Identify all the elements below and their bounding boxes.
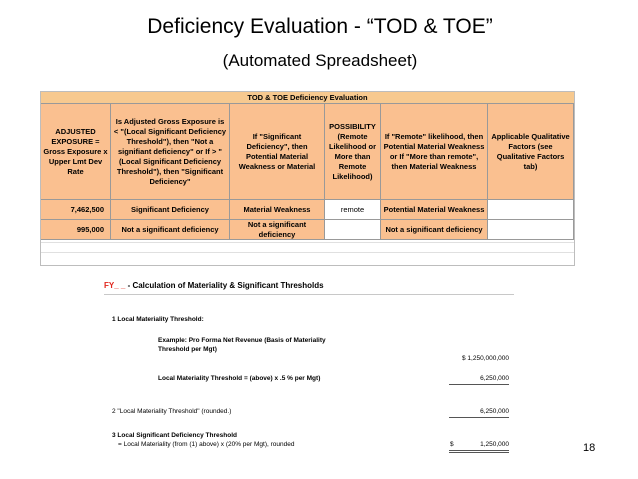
header-adjusted-exposure: ADJUSTED EXPOSURE = Gross Exposure x Upper Lmt Dev Rate: [41, 104, 111, 200]
slide-subtitle: (Automated Spreadsheet): [222, 51, 418, 70]
header-material-weakness: If "Significant Deficiency", then Potential Material Weakness or Material: [230, 104, 325, 200]
item2-amount: 6,250,000: [480, 408, 509, 415]
header-possibility: POSSIBILITY (Remote Likelihood or More than Remote Likelihood): [325, 104, 381, 200]
table-cell-exposure: 995,000: [41, 220, 111, 240]
item3-amount: 1,250,000: [480, 441, 509, 448]
example-amount: $ 1,250,000,000: [462, 355, 509, 362]
calc-label: Local Materiality Threshold = (above) x .5 % per Mgt): [158, 375, 321, 382]
item3-label: 3 Local Significant Deficiency Threshold: [112, 432, 237, 439]
table-cell-possibility: [325, 220, 381, 240]
item3-double-underline: [449, 452, 509, 453]
item2-label: 2 "Local Materiality Threshold" (rounded.): [112, 408, 232, 415]
table-cell-likelihood-result: Not a significant deficiency: [381, 220, 488, 240]
example-line2: Threshold per Mgt): [158, 346, 217, 353]
item1-label: 1 Local Materiality Threshold:: [112, 316, 204, 323]
table-cell-qualitative: [488, 200, 574, 220]
gridline: [41, 252, 574, 253]
table-cell-weakness: Not a significant deficiency: [230, 220, 325, 240]
table-cell-significance: Not a significant deficiency: [111, 220, 230, 240]
materiality-heading: [104, 280, 514, 295]
slide-title: Deficiency Evaluation - “TOD & TOE”: [147, 15, 493, 38]
header-significance-test: Is Adjusted Gross Exposure is < "(Local Significant Deficiency Threshold"), then "Not a signifiant deficiency" or If > "(Local Significant Deficiency Threshold"), then "Significant Deficiency": [111, 104, 230, 200]
table-cell-qualitative: [488, 220, 574, 240]
example-line1: Example: Pro Forma Net Revenue (Basis of Materiality: [158, 337, 326, 344]
table-cell-likelihood-result: Potential Material Weakness: [381, 200, 488, 220]
deficiency-spreadsheet: [40, 91, 575, 266]
materiality-calculation: [104, 280, 514, 455]
fiscal-year-label: FY_ _: [104, 281, 126, 290]
table-cell-significance: Significant Deficiency: [111, 200, 230, 220]
header-qualitative-factors: Applicable Qualitative Factors (see Qualitative Factors tab): [488, 104, 574, 200]
calc-underline: [449, 384, 509, 385]
item3-currency: $: [450, 441, 454, 448]
calc-amount: 6,250,000: [480, 375, 509, 382]
gridline: [41, 242, 574, 243]
table-cell-exposure: 7,462,500: [41, 200, 111, 220]
table-cell-weakness: Material Weakness: [230, 200, 325, 220]
item2-underline: [449, 417, 509, 418]
table-cell-possibility: remote: [325, 200, 381, 220]
sheet-title: TOD & TOE Deficiency Evaluation: [41, 92, 574, 104]
item3-sub: = Local Materiality (from (1) above) x (20% per Mgt), rounded: [118, 441, 295, 448]
item3-double-underline: [449, 450, 509, 451]
header-likelihood-result: If "Remote" likelihood, then Potential Material Weakness or If "More than remote", then Material Weakness: [381, 104, 488, 200]
materiality-heading-text: - Calculation of Materiality & Significant Thresholds: [125, 281, 324, 290]
page-number: 18: [583, 442, 596, 454]
